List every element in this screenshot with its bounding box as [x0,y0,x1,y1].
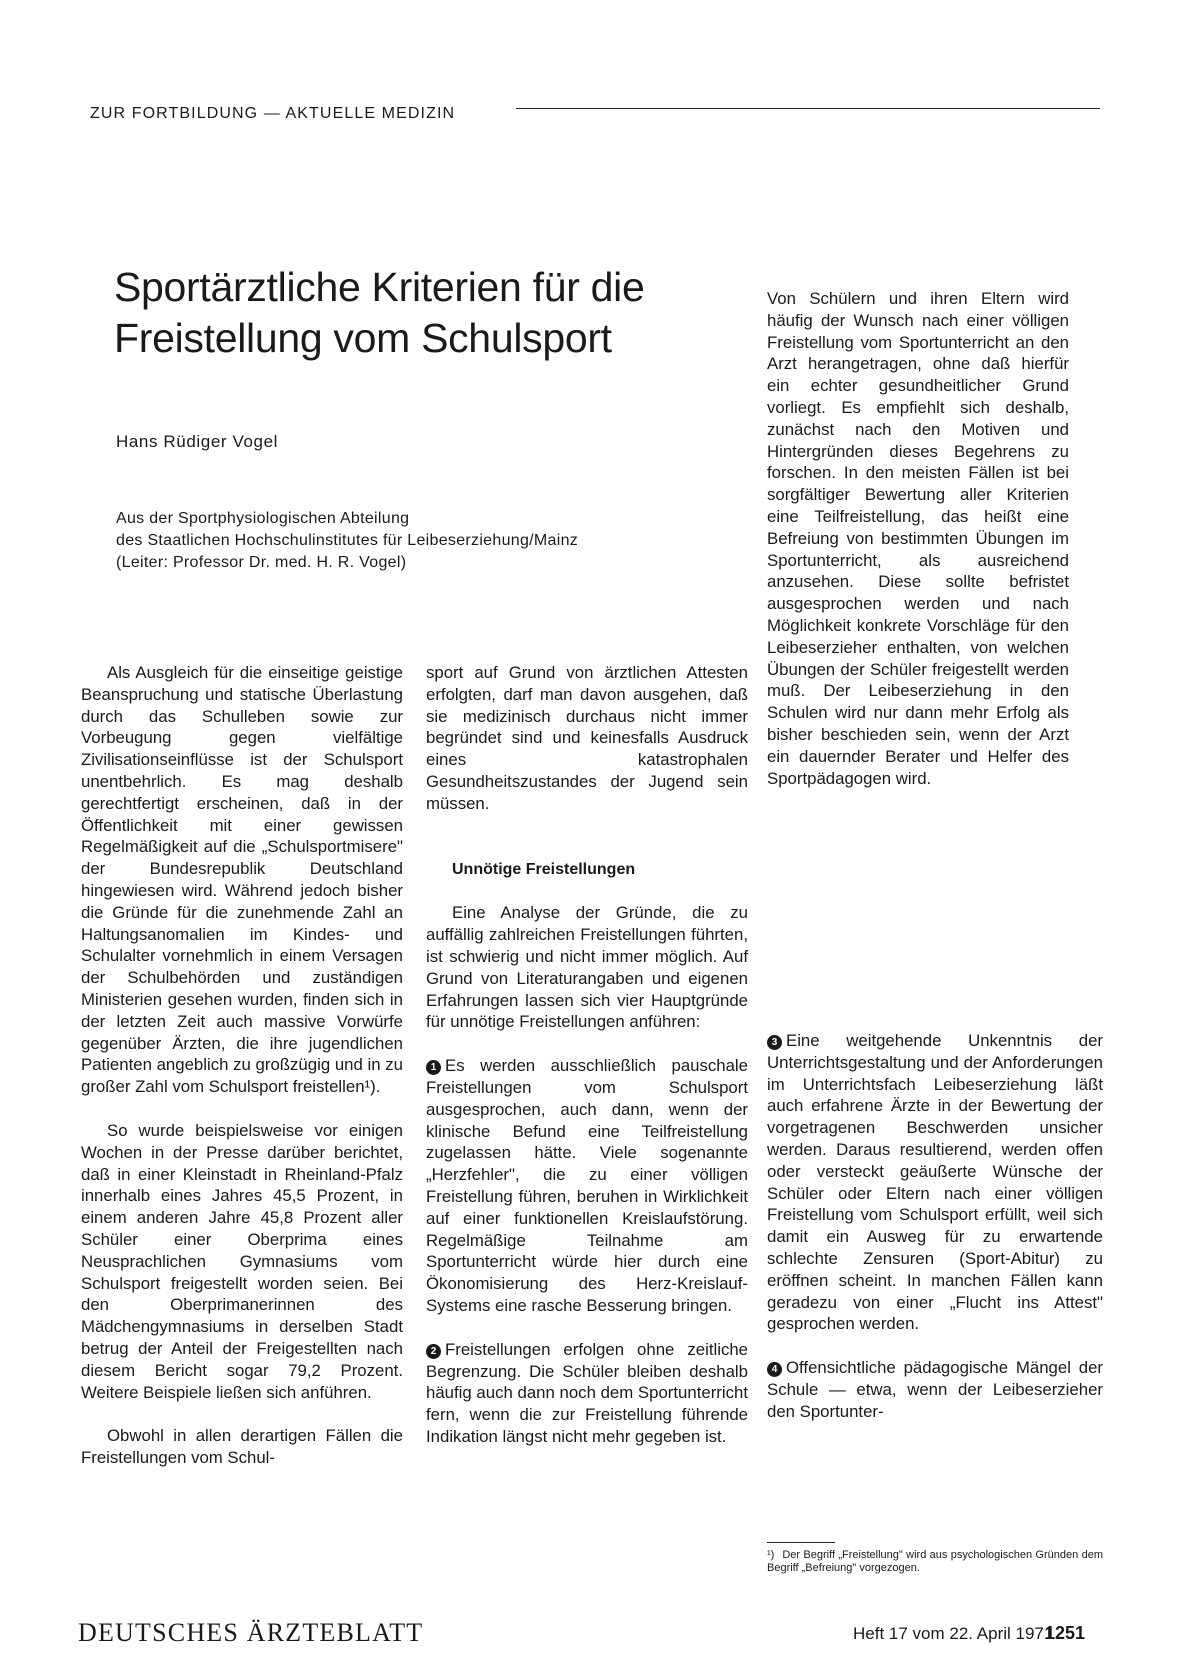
body-paragraph: So wurde beispielsweise vor einigen Wochen in der Presse darüber berichtet, daß in einer Kleinstadt in Rheinland-Pfalz innerhalb eines Jahres 45,5 Prozent, in einem anderen Jahre 45,8 Prozent aller Schüler einer Oberprima eines Neusprachlichen Gymnasiums vom Schulsport freigestellt worden seien. Bei den Oberprimanerinnen des Mädchengymnasiums in derselben Stadt betrug der Anteil der Freigestellten nach diesem Bericht sogar 79,2 Prozent. Weitere Beispiele ließen sich anführen. [81,1120,403,1402]
intro-column [767,288,1069,789]
journal-name: DEUTSCHES ÄRZTEBLATT [78,1618,424,1647]
page-number: 1251 [1045,1623,1086,1643]
item-text: Es werden ausschließlich pauschale Freistellungen vom Schulsport ausgesprochen, auch dann, wenn der klinische Befund eine Teilfreistellung zugelassen hätte. Viele sogenannte „Herzfehler", die zu einer völligen Freistellung führen, beruhen in Wirklichkeit auf einer funktionellen Kreislaufstörung. Regelmäßige Teilnahme am Sportunterricht würde hier durch eine Ökonomisierung des Herz-Kreislauf-Systems eine rasche Besserung bringen. [426,1056,748,1315]
body-paragraph: Eine Analyse der Gründe, die zu auffällig zahlreichen Freistellungen führten, ist schwierig und nicht immer möglich. Auf Grund von Literaturangaben und eigenen Erfahrungen lassen sich vier Hauptgründe für unnötige Freistellungen anführen: [426,903,748,1032]
author-name: Hans Rüdiger Vogel [116,432,279,451]
number-4-icon: 4 [767,1362,782,1377]
section-header: ZUR FORTBILDUNG — AKTUELLE MEDIZIN [90,105,456,122]
affiliation [116,508,578,574]
body-paragraph: sport auf Grund von ärztlichen Attesten erfolgten, darf man davon ausgehen, daß sie medizinisch durchaus nicht immer begründet sind und keinesfalls Ausdruck eines katastrophalen Gesundheitszustandes der Jugend sein müssen. [426,663,748,813]
title-line-2: Freistellung vom Schulsport [114,315,612,361]
footnote-rule [767,1542,835,1543]
article-title [114,262,764,364]
body-column-2 [426,662,748,1448]
intro-paragraph: Von Schülern und ihren Eltern wird häufig der Wunsch nach einer völligen Freistellung vom Sportunterricht an den Arzt herangetragen, ohne daß hierfür ein echter gesundheitlicher Grund vorliegt. Es empfiehlt sich deshalb, zunächst nach den Motiven und Hintergründen dieses Begehrens zu forschen. In den meisten Fällen ist bei sorgfältiger Bewertung aller Kriterien eine Teilfreistellung, das heißt eine Befreiung von bestimmten Übungen im Sportunterricht, als ausreichend anzusehen. Diese sollte befristet ausgesprochen werden und nach Möglichkeit konkrete Vorschläge für den Leibeserzieher enthalten, von welchen Übungen der Schüler freigestellt werden muß. Der Leibeserziehung in den Schulen wird nur dann mehr Erfolg als bisher beschieden sein, wenn der Arzt ein dauernder Berater und Helfer des Sportpädagogen wird. [767,289,1069,788]
numbered-item-1 [426,1055,748,1317]
header-rule [516,108,1100,109]
numbered-item-2 [426,1339,748,1448]
subheading: Unnötige Freistellungen [452,860,636,878]
number-3-icon: 3 [767,1035,782,1050]
body-paragraph: Als Ausgleich für die einseitige geistige Beanspruchung und statische Überlastung durch das Schulleben sowie zur Vorbeugung gegen vielfältige Zivilisationseinflüsse ist der Schulsport unentbehrlich. Es mag deshalb gerechtfertigt erscheinen, daß in der Öffentlichkeit mit einer gewissen Regelmäßigkeit auf die „Schulsportmisere" der Bundesrepublik Deutschland hingewiesen wird. Während jedoch bisher die Gründe für die zunehmende Zahl an Haltungsanomalien im Kindes- und Schulalter vornehmlich in einem Versagen der Schulbehörden und zuständigen Ministerien gesehen wurden, finden sich in der letzten Zeit auch massive Vorwürfe gegenüber Ärzten, die ihre jugendlichen Patienten angeblich zu großzügig und in zu großer Zahl vom Schulsport freistellen¹). [81,663,403,1097]
affiliation-line: (Leiter: Professor Dr. med. H. R. Vogel) [116,554,407,571]
affiliation-line: des Staatlichen Hochschulinstitutes für Leibeserziehung/Mainz [116,532,579,549]
item-text: Freistellungen erfolgen ohne zeitliche Begrenzung. Die Schüler bleiben deshalb häufig auch dann noch dem Sportunterricht fern, wenn die zur Freistellung führende Indikation längst nicht mehr gegeben ist. [426,1339,748,1446]
body-column-3 [767,1030,1103,1423]
footnote-text: Der Begriff „Freistellung" wird aus psychologischen Gründen dem Begriff „Befreiung" vorgezogen. [767,1549,1103,1574]
body-column-1 [81,662,403,1469]
number-1-icon: 1 [426,1060,441,1075]
title-line-1: Sportärztliche Kriterien für die [114,264,645,310]
numbered-item-4 [767,1357,1103,1422]
affiliation-line: Aus der Sportphysiologischen Abteilung [116,510,410,527]
number-2-icon: 2 [426,1344,441,1359]
item-text: Eine weitgehende Unkenntnis der Unterrichtsgestaltung und der Anforderungen im Unterrichtsfach Leibeserziehung läßt auch erfahrene Ärzte in der Bewertung der vorgetragenen Beschwerden unsicher werden. Daraus resultierend, werden offen oder versteckt geäußerte Wünsche der Schüler oder Eltern nach einer völligen Freistellung vom Schulsport erfüllt, weil sich damit ein Ausweg für zu erwartende schlechte Zensuren (Sport-Abitur) zu eröffnen scheint. In manchen Fällen kann geradezu von einer „Flucht ins Attest" gesprochen werden. [767,1031,1103,1334]
body-paragraph: Obwohl in allen derartigen Fällen die Freistellungen vom Schul- [81,1426,403,1468]
issue-info: Heft 17 vom 22. April 1971 [853,1624,1054,1643]
footnote-marker: ¹) [767,1549,775,1561]
footnote [767,1549,1103,1575]
numbered-item-3 [767,1030,1103,1335]
item-text: Offensichtliche pädagogische Mängel der Schule — etwa, wenn der Leibeserzieher den Sportunter- [767,1358,1103,1421]
